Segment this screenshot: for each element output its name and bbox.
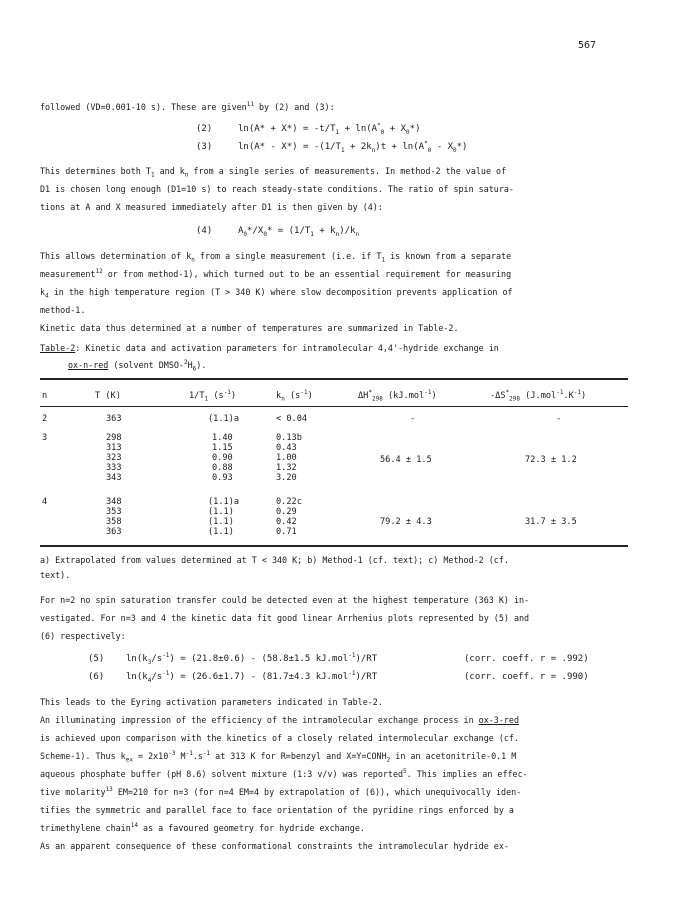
reference-marker: 14 [130, 822, 138, 830]
text: (s [208, 391, 224, 401]
column-header [490, 391, 586, 401]
text: Table-2 [40, 343, 76, 353]
reference-marker: 13 [105, 786, 113, 794]
paragraph-line [40, 166, 507, 179]
table-cell-k: 0.42 [276, 517, 297, 527]
equation [238, 142, 467, 152]
text: tive molarity [40, 787, 106, 797]
text: 1 [310, 230, 314, 238]
table-cell-invT: (1.1) [208, 527, 234, 537]
text: in the high temperature region (T > 340 K) where slow decomposition prevents application of [48, 287, 513, 297]
text: n [371, 146, 376, 154]
table-cell-invT: (1.1)a [208, 497, 240, 507]
paragraph-line: tifies the symmetric and parallel face to face orientation of the pyridine rings enforced by a [40, 805, 514, 815]
text: */X [247, 226, 264, 236]
correlation-coefficient: (corr. coeff. r = .992) [464, 654, 589, 664]
page-number: 567 [578, 40, 597, 51]
equation-number: (3) [196, 142, 213, 152]
paragraph-line [40, 251, 512, 264]
column-header [189, 391, 236, 401]
text: -1 [348, 670, 356, 677]
text: This allows determination of k [40, 251, 192, 261]
text: n [281, 395, 285, 403]
equation [126, 654, 377, 664]
text: ln(k [126, 672, 148, 682]
text: 1 [204, 395, 209, 403]
paragraph-line [40, 750, 517, 764]
table-cell-k: 0.13b [276, 433, 302, 443]
text: or from method-1), which turned out to be an essential requirement for measuring [102, 269, 512, 279]
text: is known from a separate [385, 251, 512, 261]
correlation-coefficient: (corr. coeff. r = .990) [464, 672, 589, 682]
paragraph-line: is achieved upon comparison with the kinetics of a closely related intermolecular exchange (cf. [40, 733, 520, 743]
table-cell-k: 3.20 [276, 473, 297, 483]
paragraph-line [40, 269, 511, 279]
text: 298 [509, 395, 520, 403]
text: * [377, 122, 381, 129]
table-cell-T: 313 [106, 443, 122, 453]
text: /s [151, 672, 163, 682]
text: (kJ.mol [382, 391, 425, 401]
text: .s [192, 751, 203, 761]
table-footnote: a) Extrapolated from values determined at T < 340 K; b) Method-1 (cf. text); c) Method-2 (cf. [40, 555, 509, 565]
equation [238, 124, 421, 134]
table-cell-k: 0.22c [276, 497, 302, 507]
text: ex [125, 756, 133, 764]
table-cell-invT: 1.15 [212, 443, 233, 453]
text: -1 [556, 389, 564, 397]
text: An illuminating impression of the efficiency of the intramolecular exchange process in [40, 715, 479, 725]
table-cell-k: 1.32 [276, 463, 297, 473]
text: 0 [453, 146, 457, 154]
text: ) = (26.6±1.7) - (81.7±4.3 kJ.mol [169, 672, 349, 682]
column-header [276, 391, 313, 401]
text: This determines both T [40, 166, 151, 176]
table-caption [68, 359, 207, 373]
text: n [355, 230, 360, 238]
table-cell-invT: (1.1) [208, 517, 234, 527]
table-cell-invT: (1.1) [208, 507, 234, 517]
text: A [238, 226, 244, 236]
text: in an acetonitrile-0.1 M [390, 751, 517, 761]
text: )/k [339, 226, 356, 236]
text: + k [313, 226, 336, 236]
text: : Kinetic data and activation parameters for intramolecular 4,4'-hydride exchange in [75, 343, 499, 353]
text: 1 [381, 256, 386, 264]
text: . This implies an effec- [406, 769, 528, 779]
paragraph-line [40, 287, 513, 300]
table-column-T [106, 497, 122, 537]
table-cell-k: 0.29 [276, 507, 297, 517]
table-column-invT [212, 433, 233, 483]
text: trimethylene chain [40, 823, 131, 833]
text: -3 [168, 750, 176, 758]
text: + 2k [344, 142, 372, 152]
table-cell-T: 353 [106, 507, 122, 517]
text: EM=210 for n=3 (for n=4 EM=4 by extrapolation of (6)), which unequivocally iden- [112, 787, 522, 797]
table-cell-dS: 31.7 ± 3.5 [525, 517, 577, 527]
table-cell-dH: - [410, 414, 416, 424]
table-column-T [106, 433, 122, 483]
text: 1 [150, 171, 155, 179]
paragraph-line: D1 is chosen long enough (D1=10 s) to reach steady-state conditions. The ratio of spin satura- [40, 184, 514, 194]
paragraph-line: As an apparent consequence of these conformational constraints the intramolecular hydride ex- [40, 841, 509, 851]
text: 0 [380, 128, 385, 136]
table-cell-T: 343 [106, 473, 122, 483]
text: /s [151, 654, 163, 664]
text: ) [581, 391, 587, 401]
text: -1 [185, 750, 193, 758]
text: from a single measurement (i.e. if T [194, 251, 382, 261]
text: 4 [147, 676, 152, 684]
text: -1 [162, 670, 170, 677]
table-column-k [276, 497, 302, 537]
text: + ln(A [339, 124, 378, 134]
text: - X [431, 142, 454, 152]
table-column-invT [208, 497, 239, 537]
text: 0 [263, 230, 267, 238]
paragraph-line [40, 769, 528, 779]
text: 0 [243, 230, 248, 238]
paragraph-line: method-1. [40, 305, 86, 315]
text: -1 [202, 750, 211, 758]
text: ) [431, 391, 437, 401]
text: ) = (21.8±0.6) - (58.8±1.5 kJ.mol [169, 654, 349, 664]
text: *) [456, 142, 468, 152]
column-header: T (K) [95, 391, 121, 401]
text: H [187, 360, 193, 370]
equation-number: (4) [196, 226, 213, 236]
text: ) [230, 391, 237, 401]
text: ΔH [358, 391, 369, 401]
paragraph-line [40, 787, 521, 797]
paragraph-line: tions at A and X measured immediately after D1 is then given by (4): [40, 202, 383, 212]
text: * = (1/T [266, 226, 311, 236]
paragraph-line [40, 715, 519, 725]
text: * [424, 140, 428, 147]
text: )t + ln(A [375, 142, 425, 152]
text: -1 [223, 389, 231, 397]
table-cell-T: 298 [106, 433, 122, 443]
text: ox-3-red [478, 715, 520, 725]
table-rule-top [40, 378, 628, 380]
table-cell-T: 363 [106, 414, 122, 424]
table-cell-n: 4 [42, 497, 48, 507]
table-cell-invT: 1.40 [212, 433, 233, 443]
text: 0 [406, 128, 410, 136]
table-column-k [276, 433, 302, 483]
text: by (2) and (3): [253, 102, 335, 112]
table-footnote: text). [40, 570, 71, 580]
reference-marker: 11 [246, 101, 254, 109]
equation [238, 226, 359, 236]
table-cell-T: 323 [106, 453, 122, 463]
table-cell-dS: - [556, 414, 562, 424]
text: measurement [40, 269, 96, 279]
table-cell-dH: 79.2 ± 4.3 [380, 517, 432, 527]
text: 1/T [189, 391, 205, 401]
text: 2 [386, 756, 391, 764]
text: Scheme-1). Thus k [40, 751, 126, 761]
paragraph-line: This leads to the Eyring activation parameters indicated in Table-2. [40, 697, 383, 707]
text: followed (VD=0.001-10 s). These are given [40, 102, 247, 112]
text: aqueous phosphate buffer (pH 8.6) solvent mixture (1:3 v/v) was reported [40, 769, 404, 779]
text: 1 [340, 146, 345, 154]
text: 1 [335, 128, 340, 136]
equation-number: (5) [88, 654, 105, 664]
table-cell-invT: 0.93 [212, 473, 233, 483]
text: as a favoured geometry for hydride exchange. [138, 823, 365, 833]
text: n [184, 171, 189, 179]
text: (solvent DMSO- [108, 360, 184, 370]
text: and k [154, 166, 185, 176]
text: n [335, 230, 340, 238]
text: 0 [427, 146, 432, 154]
text: 6 [192, 365, 197, 373]
text: M [175, 751, 186, 761]
text: ln(k [126, 654, 148, 664]
text: 3 [147, 658, 152, 666]
table-cell-n: 2 [42, 414, 48, 424]
table-cell-T: 333 [106, 463, 122, 473]
text: + X [384, 124, 407, 134]
text: ) [307, 391, 313, 401]
table-cell-k: 1.00 [276, 453, 297, 463]
text: ). [196, 360, 207, 370]
text: .K [563, 391, 574, 401]
text: )/RT [355, 654, 378, 664]
text: -1 [424, 389, 432, 397]
text: ox-n-red [68, 360, 109, 370]
paragraph-line: (6) respectively: [40, 631, 126, 641]
paragraph-line: Kinetic data thus determined at a number of temperatures are summarized in Table-2. [40, 323, 459, 333]
table-rule-header [40, 406, 628, 407]
text: ln(A* + X*) = -t/T [238, 124, 336, 134]
text: (J.mol [520, 391, 557, 401]
paragraph-line [40, 823, 365, 833]
text: k [40, 287, 46, 297]
table-cell-invT: 0.88 [212, 463, 233, 473]
text: = 2x10 [132, 751, 169, 761]
table-cell-k: < 0.04 [276, 414, 308, 424]
equation-number: (2) [196, 124, 213, 134]
table-cell-T: 363 [106, 527, 122, 537]
text: 2 [183, 359, 188, 367]
equation [126, 672, 377, 682]
table-cell-k: 0.71 [276, 527, 297, 537]
text: -1 [573, 389, 582, 397]
column-header [358, 391, 437, 401]
column-header: n [42, 391, 48, 401]
table-cell-dS: 72.3 ± 1.2 [525, 455, 577, 465]
text: * [505, 389, 510, 397]
text: -1 [162, 652, 170, 659]
paragraph-line: vestigated. For n=3 and 4 the kinetic data fit good linear Arrhenius plots represented by (5) and [40, 613, 530, 623]
table-cell-invT: 0.90 [212, 453, 233, 463]
table-cell-T: 358 [106, 517, 122, 527]
reference-marker: 12 [95, 268, 103, 276]
text: 298 [371, 395, 383, 403]
table-cell-dH: 56.4 ± 1.5 [380, 455, 432, 465]
text: -1 [348, 652, 356, 659]
text: at 313 K for R=benzyl and X=Y=CONH [210, 751, 387, 761]
text: -ΔS [490, 391, 506, 401]
paragraph-line [40, 102, 335, 112]
text: (s [284, 391, 301, 401]
table-cell-k: 0.43 [276, 443, 297, 453]
equation-number: (6) [88, 672, 105, 682]
text: )/RT [355, 672, 378, 682]
text: * [368, 389, 372, 397]
table-cell-invT: (1.1)a [208, 414, 240, 424]
text: *) [409, 124, 421, 134]
text: -1 [300, 389, 308, 397]
text: k [276, 391, 282, 401]
paragraph-line: For n=2 no spin saturation transfer could be detected even at the highest temperature (363 K) in- [40, 595, 530, 605]
table-cell-T: 348 [106, 497, 122, 507]
text: from a single series of measurements. In method-2 the value of [188, 166, 507, 176]
text: ln(A* - X*) = -(1/T [238, 142, 341, 152]
table-cell-n: 3 [42, 433, 48, 443]
text: 4 [45, 292, 49, 300]
table-caption [40, 343, 499, 353]
reference-marker: 5 [403, 768, 407, 776]
text: n [191, 256, 195, 264]
table-rule-bottom [40, 545, 628, 547]
